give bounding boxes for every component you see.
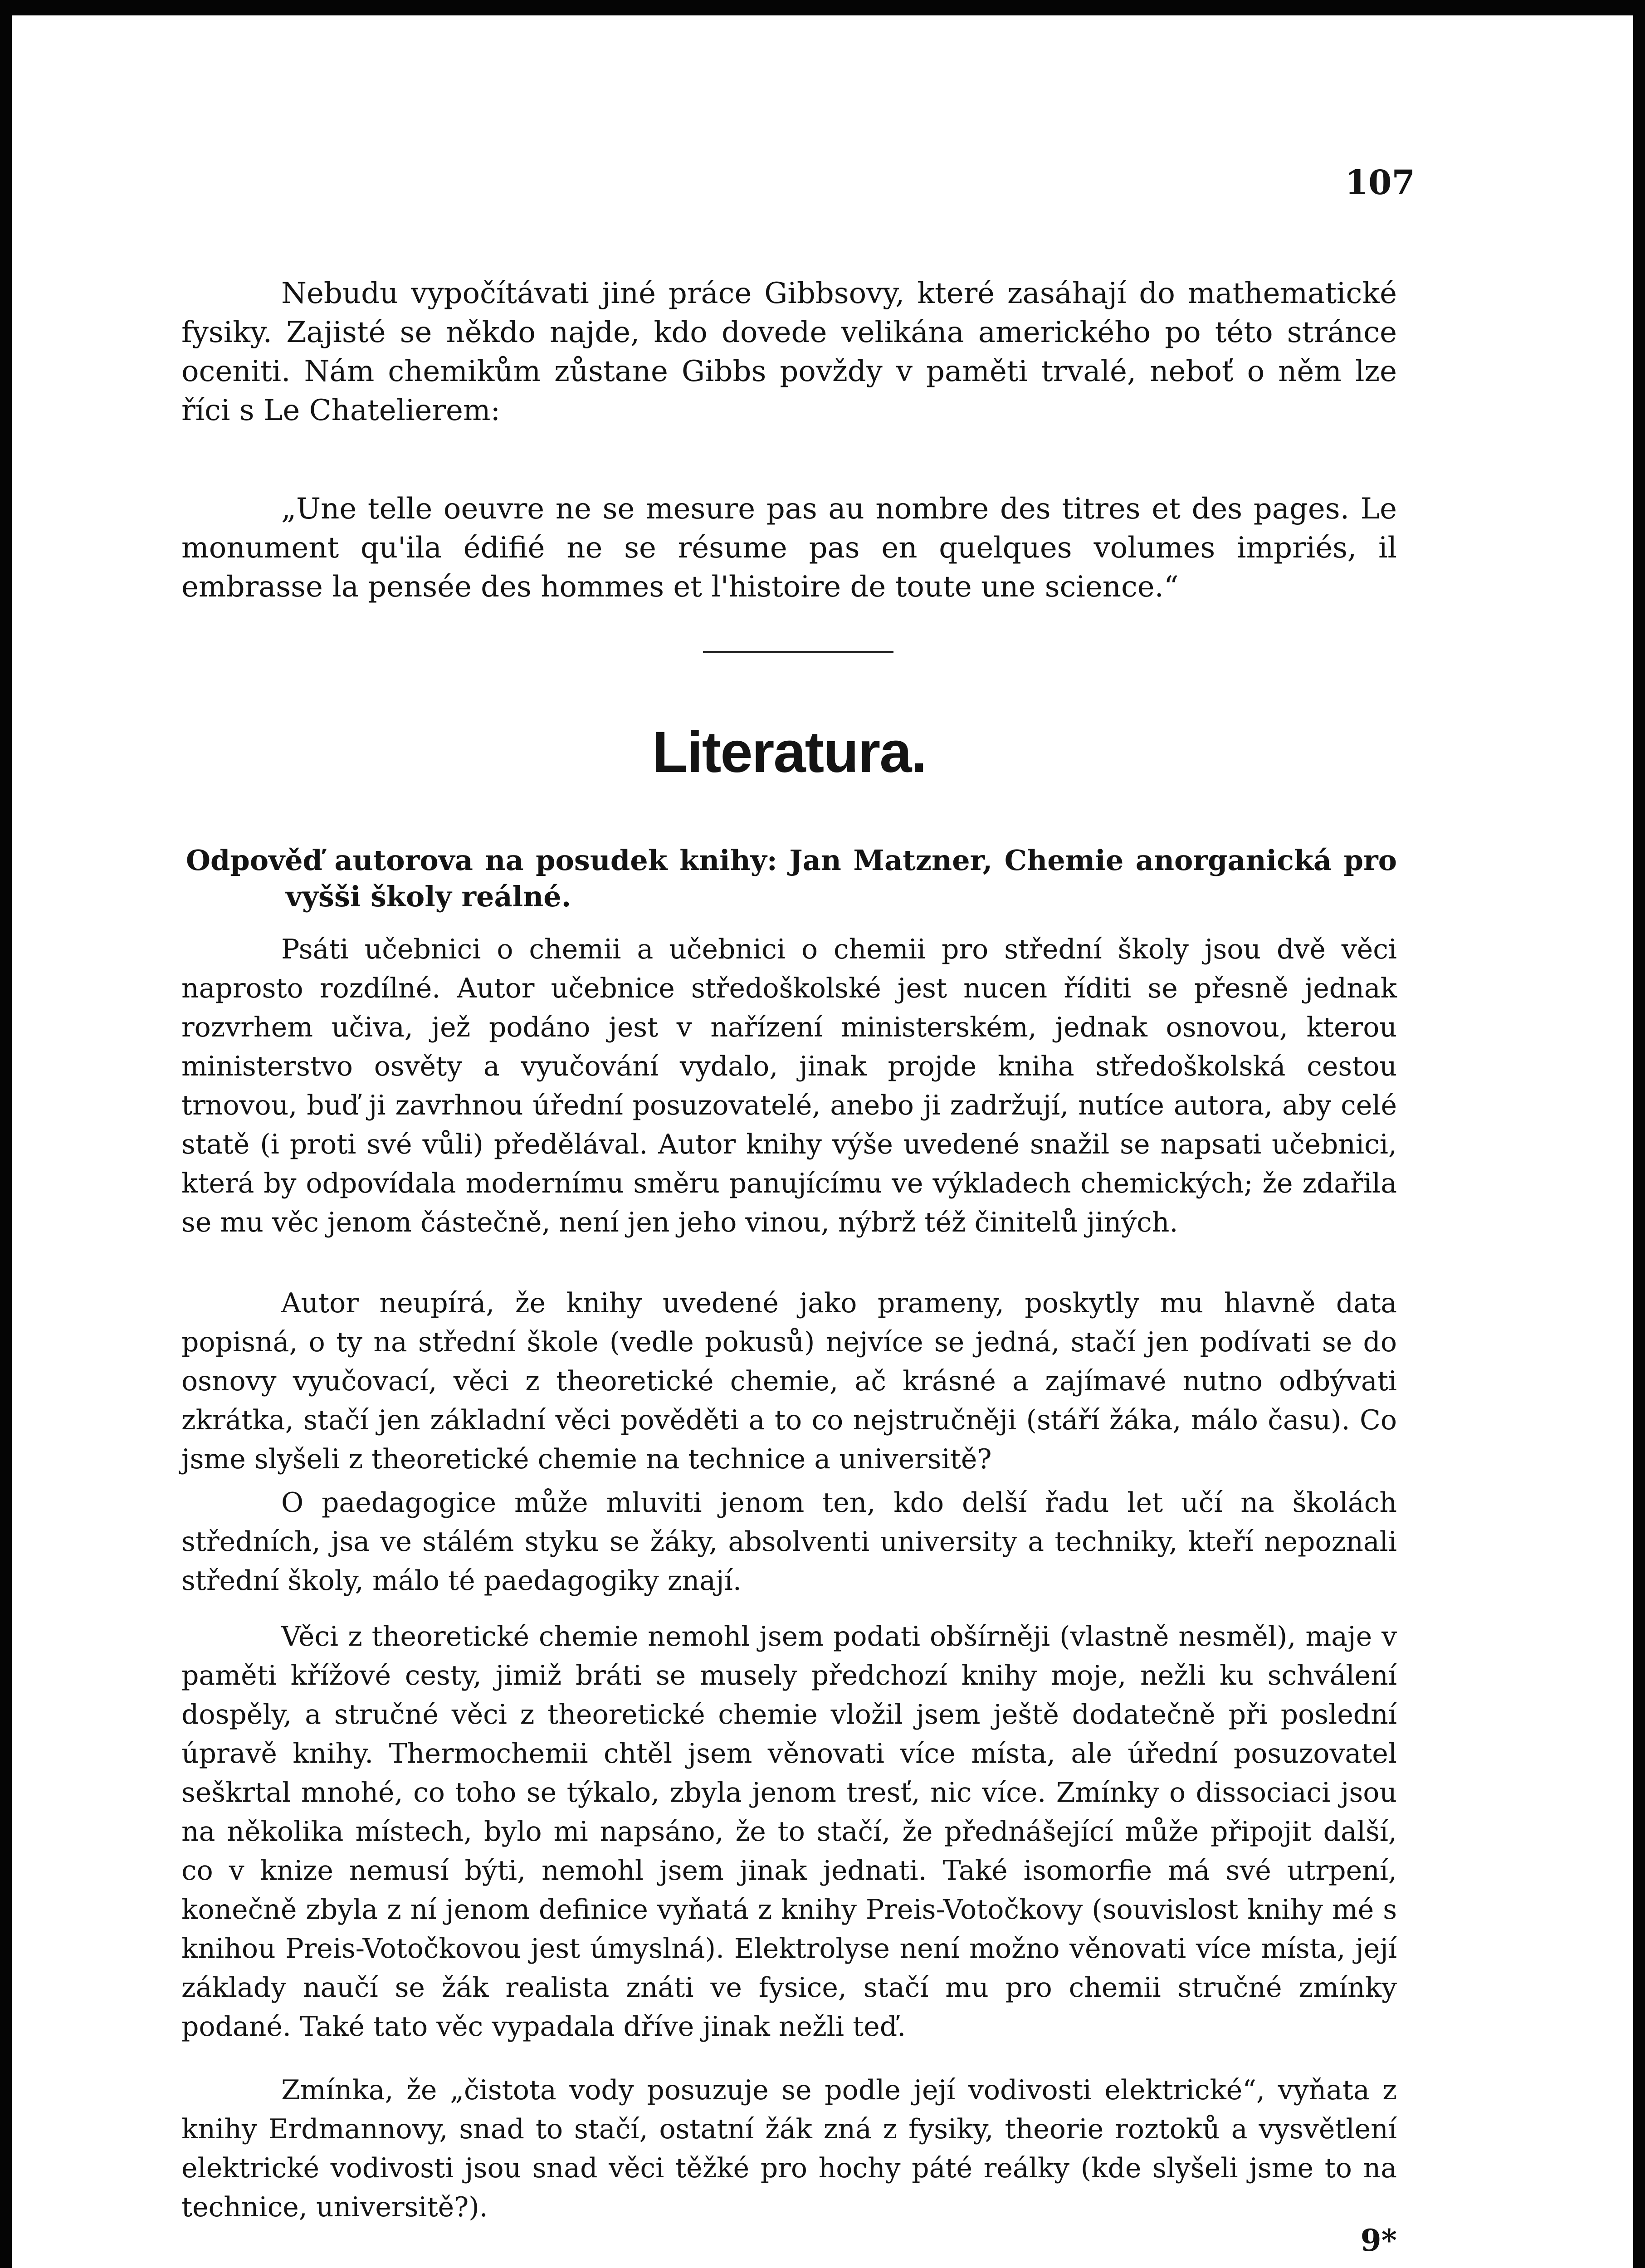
scan-border-top [0,0,1645,15]
scan-border-right [1633,0,1645,2268]
french-quote: „Une telle oeuvre ne se mesure pas au nombre des titres et des pages. Le monument qu'ila édifié ne se résume pas en quelques volumes impriés, il embrasse la pensée des hommes et l'histoire de toute une science.“ [181,492,1397,604]
scan-border-left [0,0,12,2268]
body-paragraph-4: Věci z theoretické chemie nemohl jsem podati obšírněji (vlastně nesměl), maje v paměti křížové cesty, jimiž bráti se musely předchozí knihy moje, nežli ku schválení dospěly, a stručné věci z theoretické chemie vložil jsem ještě dodatečně při poslední úpravě knihy. Thermochemii chtěl jsem věnovati více místa, ale úřední posuzovatel seškrtal mnohé, co toho se týkalo, zbyla jenom tresť, nic více. Zmínky o dissociaci jsou na několika místech, bylo mi napsáno, že to stačí, že přednášející může připojit další, co v knize nemusí býti, nemohl jsem jinak jednati. Také isomorfie má své utrpení, konečně zbyla z ní jenom definice vyňatá z knihy Preis-Votočkovy (souvislost knihy mé s knihou Preis-Votočkovou jest úmyslná). Elektrolyse není možno věnovati více místa, její základy naučí se žák realista znáti ve fysice, stačí mu pro chemii stručné zmínky podané. Také tato věc vypadala dříve jinak nežli teď. [181,1621,1397,2043]
section-title: Literatura. [652,720,926,785]
body-paragraph-3: O paedagogice může mluviti jenom ten, kdo delší řadu let učí na školách středních, jsa ve stálém styku se žáky, absolventi university a techniky, kteří nepoznali střední školy, málo té paedagogiky znají. [181,1487,1397,1597]
body-paragraph-5: Zmínka, že „čistota vody posuzuje se podle její vodivosti elektrické“, vyňata z knihy Erdmannovy, snad to stačí, ostatní žák zná z fysiky, theorie roztoků a vysvětlení elektrické vodivosti jsou snad věci těžké pro hochy páté reálky (kde slyšeli jsme to na technice, universitě?). [181,2074,1397,2223]
body-paragraph-1: Psáti učebnici o chemii a učebnici o chemii pro střední školy jsou dvě věci naprosto rozdílné. Autor učebnice středoškolské jest nucen říditi se přesně jednak rozvrhem učiva, jež podáno jest v nařízení ministerském, jednak osnovou, kterou ministerstvo osvěty a vyučování vydalo, jinak projde kniha středoškolská cestou trnovou, buď ji zavrhnou úřední posuzovatelé, anebo ji zadržují, nutíce autora, aby celé statě (i proti své vůli) předělával. Autor knihy výše uvedené snažil se napsati učebnici, která by odpovídala modernímu směru panujícímu ve výkladech chemických; že zdařila se mu věc jenom částečně, není jen jeho vinou, nýbrž též činitelů jiných. [181,934,1397,1238]
section-divider [703,651,893,653]
section-subtitle [186,842,1397,915]
footer-mark: 9* [1360,2223,1397,2258]
intro-paragraph: Nebudu vypočítávati jiné práce Gibbsovy, které zasáhají do mathematické fysiky. Zajisté se někdo najde, kdo dovede velikána amerického po této stránce oceniti. Nám chemikům zůstane Gibbs povždy v paměti trvalé, neboť o něm lze říci s Le Chatelierem: [181,277,1397,427]
subtitle-text: Odpověď autorova na posudek knihy: Jan Matzner, Chemie anorganická pro vyšši školy reálné. [186,844,1397,913]
body-paragraph-2: Autor neupírá, že knihy uvedené jako prameny, poskytly mu hlavně data popisná, o ty na střední škole (vedle pokusů) nejvíce se jedná, stačí jen podívati se do osnovy vyučovací, věci z theoretické chemie, ač krásné a zajímavé nutno odbývati zkrátka, stačí jen základní věci pověděti a to co nejstručněji (stáří žáka, málo času). Co jsme slyšeli z theoretické chemie na technice a universitě? [181,1287,1397,1475]
page-number: 107 [1345,163,1415,202]
